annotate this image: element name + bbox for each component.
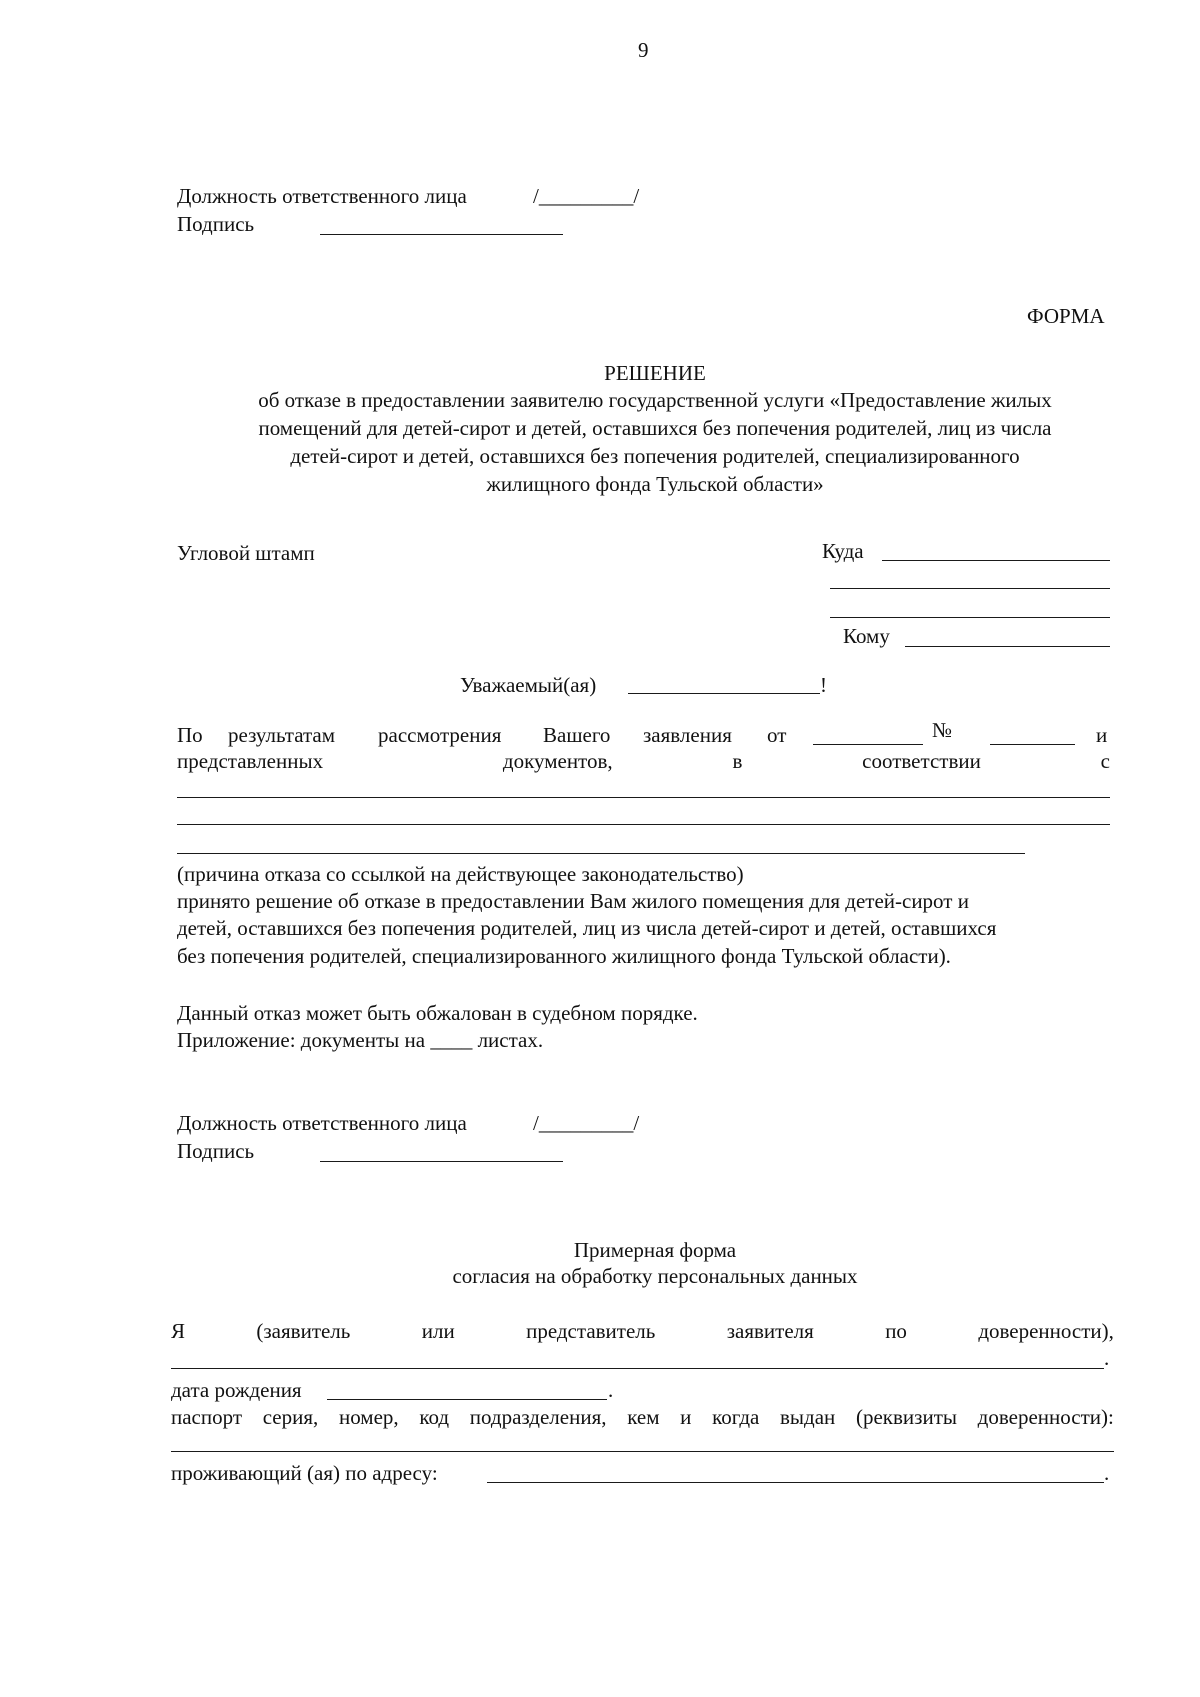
- consent-word: (заявитель: [256, 1319, 351, 1343]
- attachment-prefix: Приложение: документы на: [177, 1028, 426, 1052]
- address-line: [487, 1482, 1104, 1483]
- to-where-line-2: [830, 588, 1110, 589]
- reason-line-2: [177, 824, 1110, 825]
- reason-line-1: [177, 797, 1110, 798]
- corner-stamp-label: Угловой штамп: [177, 541, 315, 565]
- greeting-end: !: [820, 673, 827, 697]
- signature-line-top: [320, 234, 563, 235]
- passport-word: и: [680, 1405, 692, 1429]
- consent-word: или: [421, 1319, 455, 1343]
- applicant-name-line: [171, 1368, 1104, 1369]
- reason-line-3: [177, 853, 1025, 854]
- to-where-line-3: [830, 617, 1110, 618]
- passport-word: когда: [712, 1405, 760, 1429]
- birth-date-line: [327, 1399, 607, 1400]
- consent-word: заявителя: [726, 1319, 814, 1343]
- position-label-bottom: Должность ответственного лица: [177, 1111, 467, 1135]
- consent-subtitle: согласия на обработку персональных данных: [452, 1264, 858, 1288]
- decision-subtitle-line-1: об отказе в предоставлении заявителю государственной услуги «Предоставление жилых: [258, 388, 1052, 412]
- consent-word: по: [885, 1319, 907, 1343]
- greeting-label: Уважаемый(ая): [460, 673, 597, 697]
- body-word: от: [767, 723, 787, 747]
- body-word: в: [732, 749, 743, 773]
- signature-label-bottom: Подпись: [177, 1139, 255, 1163]
- body-line-2: [177, 748, 1110, 775]
- form-label: ФОРМА: [1027, 304, 1105, 328]
- greeting-line: [628, 693, 820, 694]
- consent-line-1: [171, 1318, 1114, 1345]
- body-word: документов,: [502, 749, 613, 773]
- passport-word: серия,: [262, 1405, 319, 1429]
- page-number: 9: [638, 38, 649, 62]
- decision-line-1: принято решение об отказе в предоставлении Вам жилого помещения для детей-сирот и: [177, 889, 969, 913]
- decision-line-3: без попечения родителей, специализированного жилищного фонда Тульской области).: [177, 944, 951, 968]
- body-word: рассмотрения: [378, 723, 502, 747]
- body-word: с: [1100, 749, 1110, 773]
- attachment-line: [177, 1027, 543, 1054]
- to-where-label: Куда: [822, 539, 864, 563]
- decision-subtitle-line-4: жилищного фонда Тульской области»: [486, 472, 824, 496]
- body-word: По: [177, 723, 203, 747]
- number-sign: №: [932, 718, 953, 742]
- signature-line-bottom: [320, 1161, 563, 1162]
- passport-line: [171, 1404, 1114, 1431]
- birth-date-label: дата рождения: [171, 1378, 302, 1402]
- passport-word: подразделения,: [469, 1405, 607, 1429]
- appeal-text: Данный отказ может быть обжалован в судебном порядке.: [177, 1001, 698, 1025]
- decision-subtitle-line-2: помещений для детей-сирот и детей, оставшихся без попечения родителей, лиц из числа: [258, 416, 1052, 440]
- decision-line-2: детей, оставшихся без попечения родителей, лиц из числа детей-сирот и детей, оставшихся: [177, 916, 997, 940]
- passport-word: номер,: [338, 1405, 399, 1429]
- address-label: проживающий (ая) по адресу:: [171, 1461, 438, 1485]
- body-word: результатам: [228, 723, 336, 747]
- passport-word: доверенности):: [977, 1405, 1114, 1429]
- application-number-line: [990, 744, 1075, 745]
- decision-title: РЕШЕНИЕ: [604, 361, 706, 385]
- consent-word: доверенности),: [978, 1319, 1114, 1343]
- passport-details-line: [171, 1451, 1114, 1452]
- attachment-blank: ____: [430, 1028, 473, 1052]
- birth-date-period: .: [608, 1378, 614, 1402]
- passport-word: (реквизиты: [855, 1405, 957, 1429]
- consent-title: Примерная форма: [573, 1238, 737, 1262]
- reason-note: (причина отказа со ссылкой на действующее законодательство): [177, 862, 744, 886]
- position-blank-top: /_________/: [533, 184, 640, 208]
- body-word: заявления: [643, 723, 732, 747]
- consent-word: Я: [171, 1319, 186, 1343]
- attachment-suffix: листах.: [477, 1028, 544, 1052]
- consent-word: представитель: [526, 1319, 656, 1343]
- to-whom-line: [905, 646, 1110, 647]
- body-word: соответствии: [862, 749, 981, 773]
- passport-word: выдан: [780, 1405, 836, 1429]
- position-blank-bottom: /_________/: [533, 1111, 640, 1135]
- position-label-top: Должность ответственного лица: [177, 184, 467, 208]
- signature-label-top: Подпись: [177, 212, 255, 236]
- passport-word: код: [419, 1405, 450, 1429]
- body-word: Вашего: [543, 723, 611, 747]
- and-word: и: [1096, 723, 1108, 747]
- address-period: .: [1104, 1461, 1110, 1485]
- application-date-line: [813, 744, 923, 745]
- to-where-line-1: [882, 560, 1110, 561]
- decision-subtitle-line-3: детей-сирот и детей, оставшихся без попечения родителей, специализированного: [290, 444, 1020, 468]
- applicant-name-period: .: [1104, 1346, 1110, 1370]
- to-whom-label: Кому: [843, 624, 890, 648]
- passport-word: кем: [627, 1405, 660, 1429]
- body-word: представленных: [177, 749, 324, 773]
- passport-word: паспорт: [171, 1405, 243, 1429]
